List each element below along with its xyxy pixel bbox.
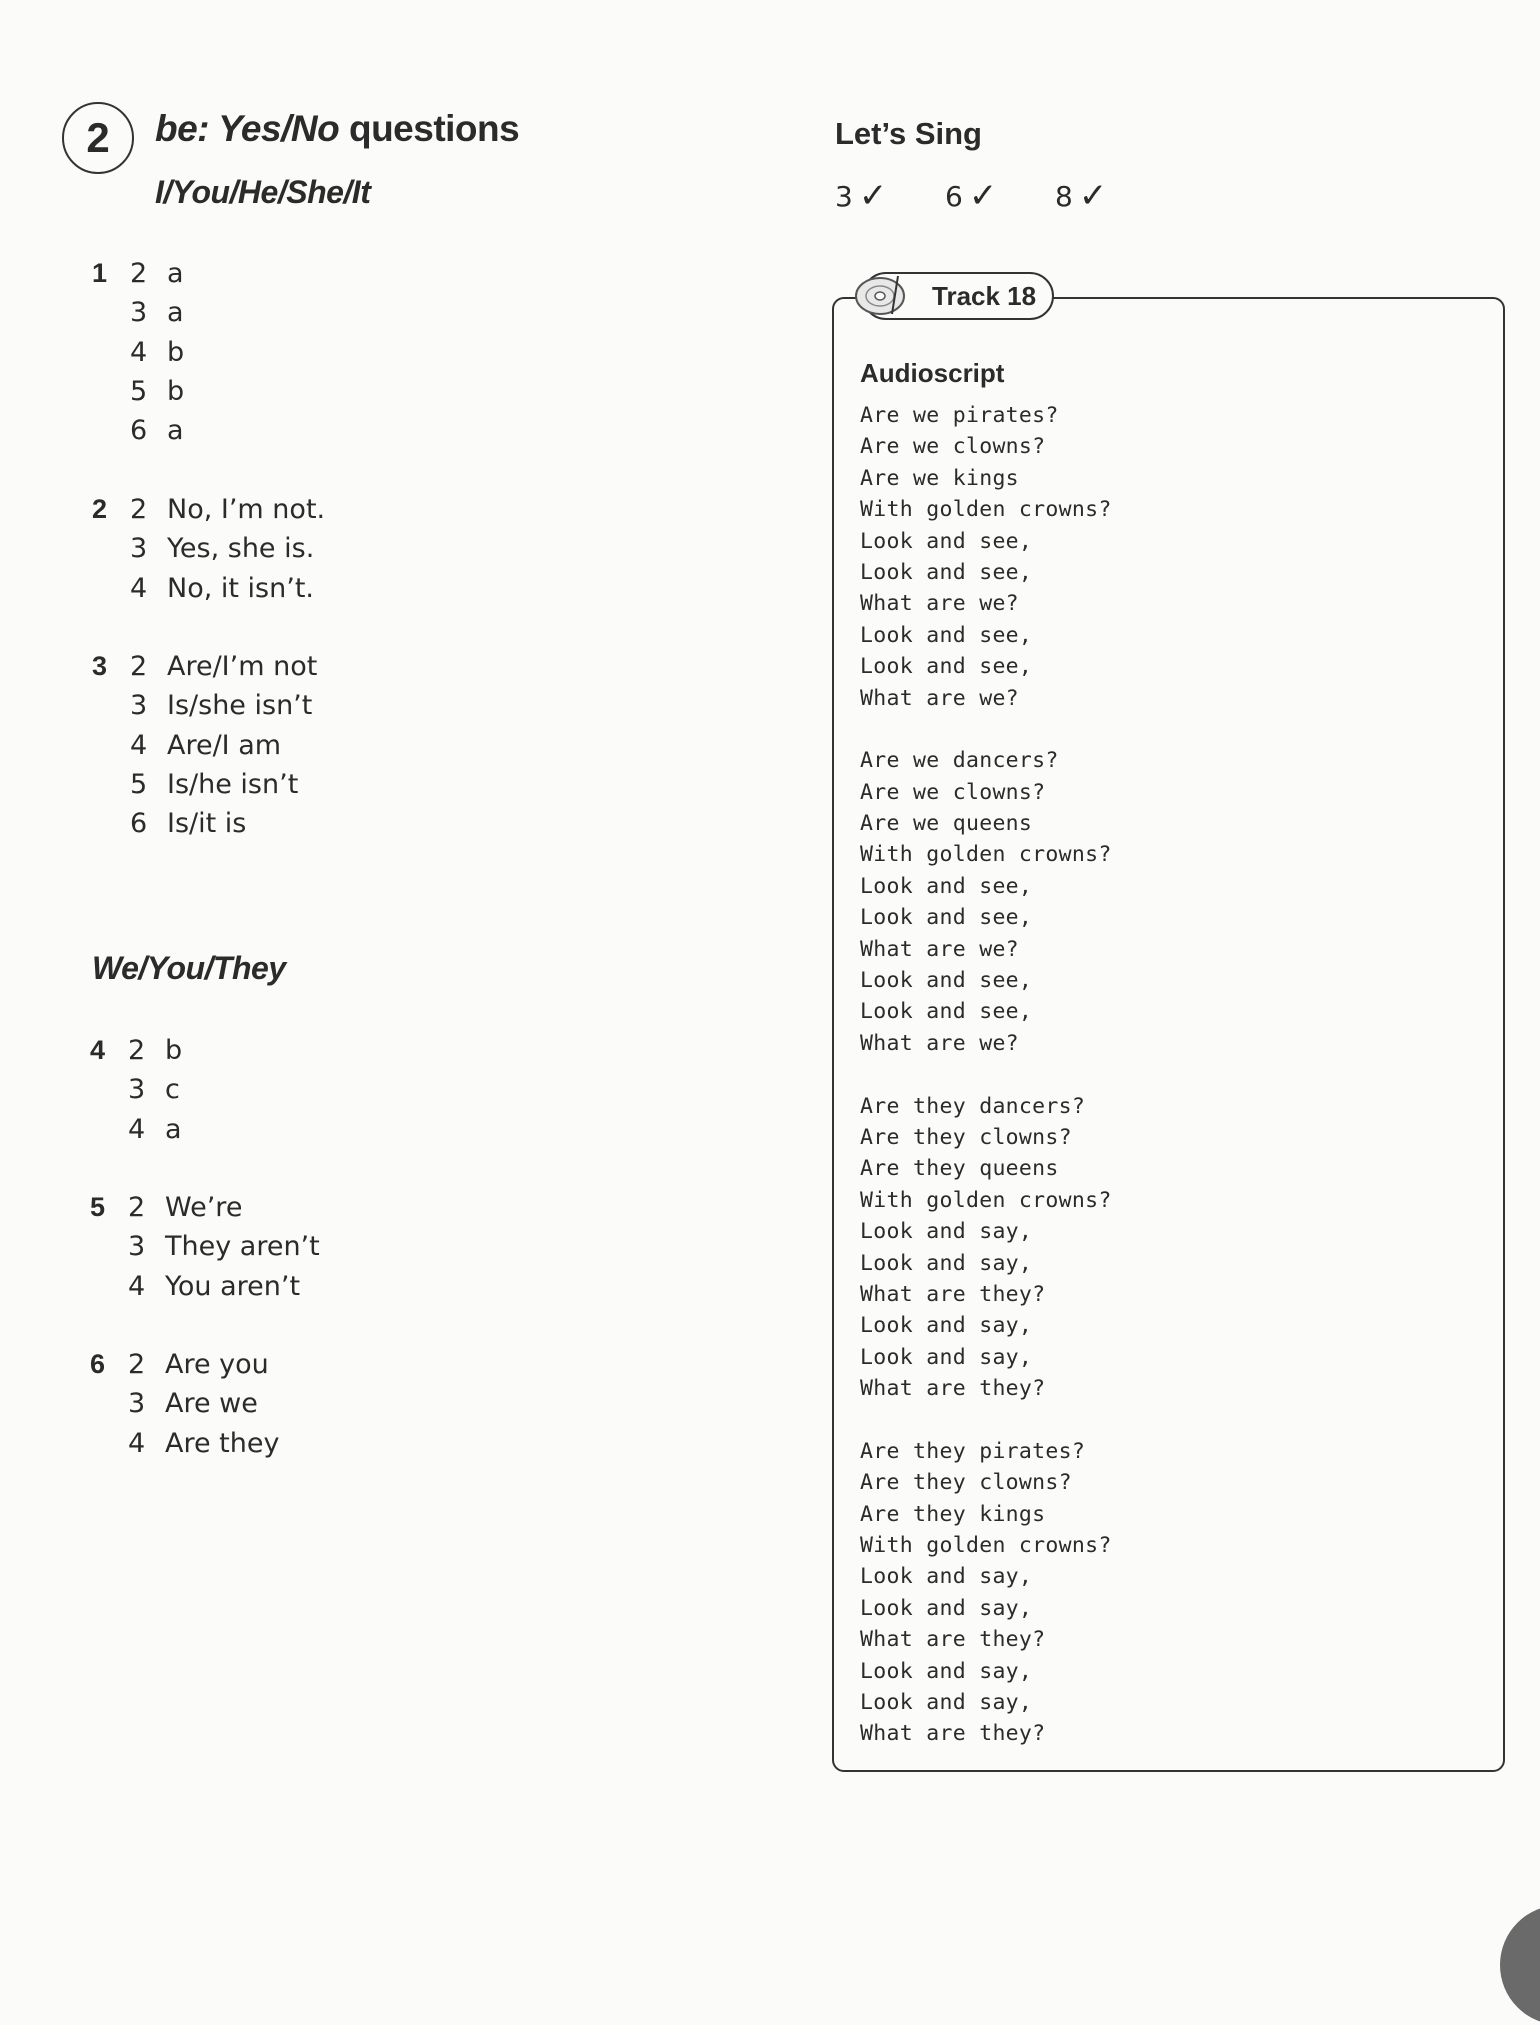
answer: Are they bbox=[165, 1427, 280, 1459]
stanza bbox=[860, 1436, 1112, 1750]
answer-row bbox=[92, 647, 317, 686]
answer: b bbox=[165, 1035, 183, 1066]
answer-row bbox=[92, 686, 317, 725]
answer: Yes, she is. bbox=[167, 533, 315, 565]
lyric-line: Look and see, bbox=[860, 559, 1033, 585]
lyric-line: Look and see, bbox=[860, 622, 1033, 648]
item-number: 2 bbox=[128, 1349, 146, 1380]
item-number: 2 bbox=[130, 494, 148, 525]
item-number: 2 bbox=[128, 1192, 146, 1223]
page-corner-decoration bbox=[1500, 1905, 1540, 2025]
item-number: 5 bbox=[130, 375, 148, 407]
lyric-line: What are we? bbox=[860, 1030, 1019, 1056]
subhead-plural: We/You/They bbox=[92, 950, 286, 986]
checkmark-icon: ✓ bbox=[858, 176, 888, 216]
lyric-line: Are they clowns? bbox=[860, 1124, 1072, 1150]
exercise-4 bbox=[90, 1031, 182, 1149]
lyric-line: Look and see, bbox=[860, 905, 1033, 931]
answer-row bbox=[90, 1384, 279, 1423]
lyric-line: Are we dancers? bbox=[860, 748, 1059, 774]
answer-row bbox=[90, 1267, 320, 1306]
item-number: 4 bbox=[130, 336, 148, 368]
answer-row bbox=[92, 529, 325, 568]
answer: Are/I’m not bbox=[167, 651, 318, 682]
item-number: 3 bbox=[128, 1231, 146, 1263]
exercise-number: 6 bbox=[90, 1349, 106, 1379]
item-number: 3 bbox=[128, 1074, 146, 1106]
item-number: 3 bbox=[130, 690, 148, 722]
lyric-line: With golden crowns? bbox=[860, 842, 1112, 868]
lyric-line: Are they dancers? bbox=[860, 1093, 1086, 1119]
answer: Are you bbox=[165, 1349, 269, 1380]
item-number: 4 bbox=[130, 729, 148, 761]
item-number: 4 bbox=[128, 1427, 146, 1459]
lyric-line: Look and say, bbox=[860, 1344, 1033, 1370]
exercise-number: 5 bbox=[90, 1192, 106, 1222]
lyric-line: Look and see, bbox=[860, 968, 1033, 994]
answer: No, I’m not. bbox=[167, 494, 326, 525]
answer: Are we bbox=[165, 1388, 258, 1420]
item-number: 3 bbox=[130, 533, 148, 565]
answer: Is/it is bbox=[167, 808, 247, 840]
answer: b bbox=[167, 375, 185, 407]
answer: They aren’t bbox=[165, 1231, 320, 1263]
audioscript-heading: Audioscript bbox=[860, 358, 1005, 388]
answer-row bbox=[90, 1227, 320, 1266]
lyric-line: Are we clowns? bbox=[860, 434, 1046, 460]
answer: b bbox=[167, 336, 185, 368]
item-number: 6 bbox=[130, 415, 148, 447]
item-number: 2 bbox=[130, 651, 148, 682]
sing-answer bbox=[1055, 176, 1165, 216]
answer: a bbox=[167, 415, 184, 447]
exercise-number: 3 bbox=[92, 651, 108, 681]
lyric-line: Are they clowns? bbox=[860, 1470, 1072, 1496]
stanza bbox=[860, 400, 1112, 714]
answer-row bbox=[90, 1345, 279, 1384]
answer: No, it isn’t. bbox=[167, 572, 314, 604]
lyric-line: With golden crowns? bbox=[860, 1533, 1112, 1559]
lyric-line: Look and say, bbox=[860, 1564, 1033, 1590]
unit-title-italic: be: Yes/No bbox=[155, 108, 340, 149]
track-tab bbox=[862, 272, 1054, 320]
lyric-line: What are they? bbox=[860, 1627, 1046, 1653]
answer-row bbox=[92, 372, 184, 411]
lyric-line: Are they queens bbox=[860, 1156, 1059, 1182]
lyric-line: Look and see, bbox=[860, 528, 1033, 554]
unit-number-badge bbox=[62, 102, 134, 174]
lyric-line: What are we? bbox=[860, 685, 1019, 711]
stanza bbox=[860, 745, 1112, 1059]
subhead-singular: I/You/He/She/It bbox=[155, 174, 371, 210]
lyric-line: Are we pirates? bbox=[860, 403, 1059, 428]
lyric-line: With golden crowns? bbox=[860, 1187, 1112, 1213]
exercise-number: 4 bbox=[90, 1035, 106, 1065]
answer: Are/I am bbox=[167, 729, 282, 761]
lyrics bbox=[860, 400, 1112, 1781]
lyric-line: Look and say, bbox=[860, 1595, 1033, 1621]
item-number: 2 bbox=[130, 258, 148, 289]
item-number: 2 bbox=[128, 1035, 146, 1066]
answer-row bbox=[90, 1031, 182, 1070]
answer: a bbox=[167, 297, 184, 329]
lyric-line: With golden crowns? bbox=[860, 497, 1112, 523]
answer-row bbox=[92, 254, 184, 293]
answer-row bbox=[92, 293, 184, 332]
sing-answer bbox=[945, 176, 1055, 216]
checkmark-icon: ✓ bbox=[1078, 176, 1108, 216]
lets-sing-answers bbox=[835, 176, 1165, 216]
unit-title-rest: questions bbox=[339, 108, 520, 149]
sing-answer bbox=[835, 176, 945, 216]
unit-number: 2 bbox=[86, 114, 110, 161]
answer: a bbox=[167, 258, 184, 289]
item-number: 3 bbox=[130, 297, 148, 329]
answer-row bbox=[92, 411, 184, 450]
lyric-line: Look and see, bbox=[860, 654, 1033, 680]
answer-row bbox=[92, 765, 317, 804]
lyric-line: What are we? bbox=[860, 591, 1019, 617]
lyric-line: Look and say, bbox=[860, 1219, 1033, 1245]
track-label: Track 18 bbox=[932, 280, 1037, 311]
lyric-line: Are they pirates? bbox=[860, 1438, 1086, 1464]
stanza bbox=[860, 1091, 1112, 1405]
answer: We’re bbox=[165, 1192, 243, 1223]
lyric-line: Look and see, bbox=[860, 999, 1033, 1025]
item-number: 6 bbox=[130, 808, 148, 840]
item-number: 3 bbox=[128, 1388, 146, 1420]
lyric-line: Are they kings bbox=[860, 1501, 1046, 1527]
answer-row bbox=[90, 1188, 320, 1227]
lyric-line: Are we clowns? bbox=[860, 779, 1046, 805]
exercise-6 bbox=[90, 1345, 279, 1463]
answer-row bbox=[90, 1110, 182, 1149]
answer-row bbox=[92, 490, 325, 529]
exercise-3 bbox=[92, 647, 317, 843]
lyric-line: Look and say, bbox=[860, 1313, 1033, 1339]
lyric-line: What are they? bbox=[860, 1376, 1046, 1402]
cd-icon bbox=[852, 270, 908, 318]
sing-number: 3 bbox=[835, 179, 853, 213]
answer-row bbox=[90, 1424, 279, 1463]
answer: Is/he isn’t bbox=[167, 768, 299, 800]
answer-row bbox=[92, 333, 184, 372]
lyric-line: Look and see, bbox=[860, 873, 1033, 899]
unit-title bbox=[155, 108, 519, 150]
item-number: 4 bbox=[128, 1113, 146, 1145]
answer: Is/she isn’t bbox=[167, 690, 313, 722]
lyric-line: What are they? bbox=[860, 1281, 1046, 1307]
lyric-line: Look and say, bbox=[860, 1658, 1033, 1684]
exercise-5 bbox=[90, 1188, 320, 1306]
checkmark-icon: ✓ bbox=[968, 176, 998, 216]
exercise-2 bbox=[92, 490, 325, 608]
answer-row bbox=[92, 569, 325, 608]
lyric-line: What are they? bbox=[860, 1721, 1046, 1747]
lyric-line: What are we? bbox=[860, 936, 1019, 962]
lyric-line: Are we queens bbox=[860, 811, 1033, 837]
item-number: 4 bbox=[130, 572, 148, 604]
sing-number: 8 bbox=[1055, 179, 1073, 213]
answer: You aren’t bbox=[165, 1270, 301, 1302]
lyric-line: Look and say, bbox=[860, 1250, 1033, 1276]
exercise-1 bbox=[92, 254, 184, 450]
lyric-line: Are we kings bbox=[860, 465, 1019, 491]
answer-row bbox=[92, 726, 317, 765]
lets-sing-title: Let’s Sing bbox=[835, 116, 982, 151]
sing-number: 6 bbox=[945, 179, 963, 213]
answer: a bbox=[165, 1113, 182, 1145]
lyric-line: Look and say, bbox=[860, 1690, 1033, 1716]
item-number: 4 bbox=[128, 1270, 146, 1302]
answer-row bbox=[92, 804, 317, 843]
answer-row bbox=[90, 1070, 182, 1109]
answer: c bbox=[165, 1074, 180, 1106]
exercise-number: 1 bbox=[92, 258, 108, 288]
item-number: 5 bbox=[130, 768, 148, 800]
exercise-number: 2 bbox=[92, 494, 108, 524]
